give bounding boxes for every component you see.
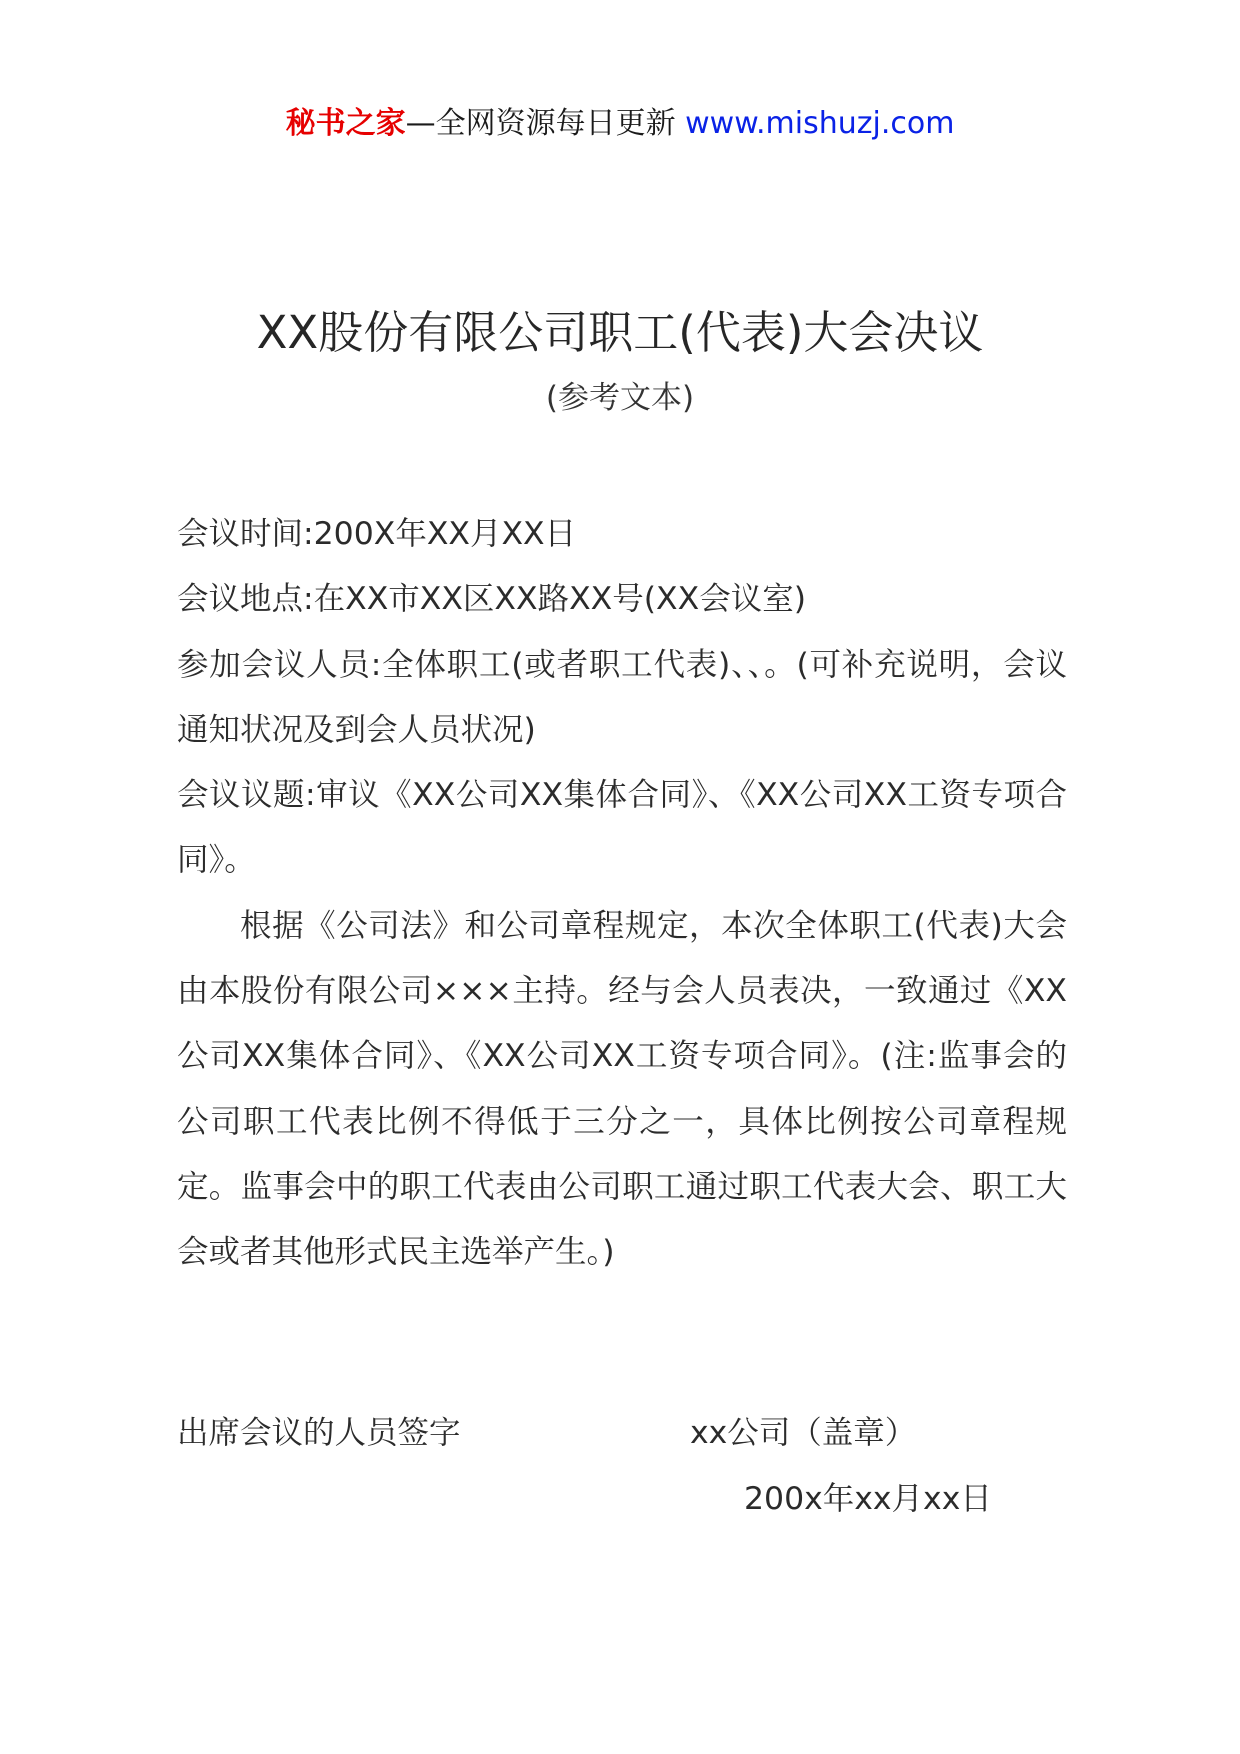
header-slogan: —全网资源每日更新 xyxy=(405,106,676,141)
brand-name: 秘书之家 xyxy=(285,106,406,141)
meeting-attendees: 参加会议人员:全体职工(或者职工代表)、、。(可补充说明，会议通知状况及到会人员状况) xyxy=(177,646,1067,748)
site-url-link[interactable]: www.mishuzj.com xyxy=(685,106,955,141)
site-header xyxy=(0,104,1240,144)
meeting-agenda: 会议议题:审议《XX公司XX集体合同》、《XX公司XX工资专项合同》。 xyxy=(177,777,1067,879)
company-seal-label: xx公司（盖章） xyxy=(690,1415,917,1451)
document-body xyxy=(177,502,1067,1286)
document-title: XX股份有限公司职工(代表)大会决议 xyxy=(256,306,984,359)
meeting-location: 会议地点:在XX市XX区XX路XX号(XX会议室) xyxy=(177,581,806,618)
resolution-paragraph: 根据《公司法》和公司章程规定，本次全体职工(代表)大会由本股份有限公司×××主持。经与会人员表决，一致通过《XX公司XX集体合同》、《XX公司XX工资专项合同》。(注:监事会的公司职工代表比例不得低于三分之一，具体比例按公司章程规定。监事会中的职工代表由公司职工通过职工代表大会、职工大会或者其他形式民主选举产生。) xyxy=(177,907,1067,1271)
document-date: 200x年xx月xx日 xyxy=(744,1481,992,1517)
attendee-signature-label: 出席会议的人员签字 xyxy=(177,1415,461,1451)
document-subtitle: (参考文本) xyxy=(545,380,695,416)
meeting-time: 会议时间:200X年XX月XX日 xyxy=(177,516,577,552)
